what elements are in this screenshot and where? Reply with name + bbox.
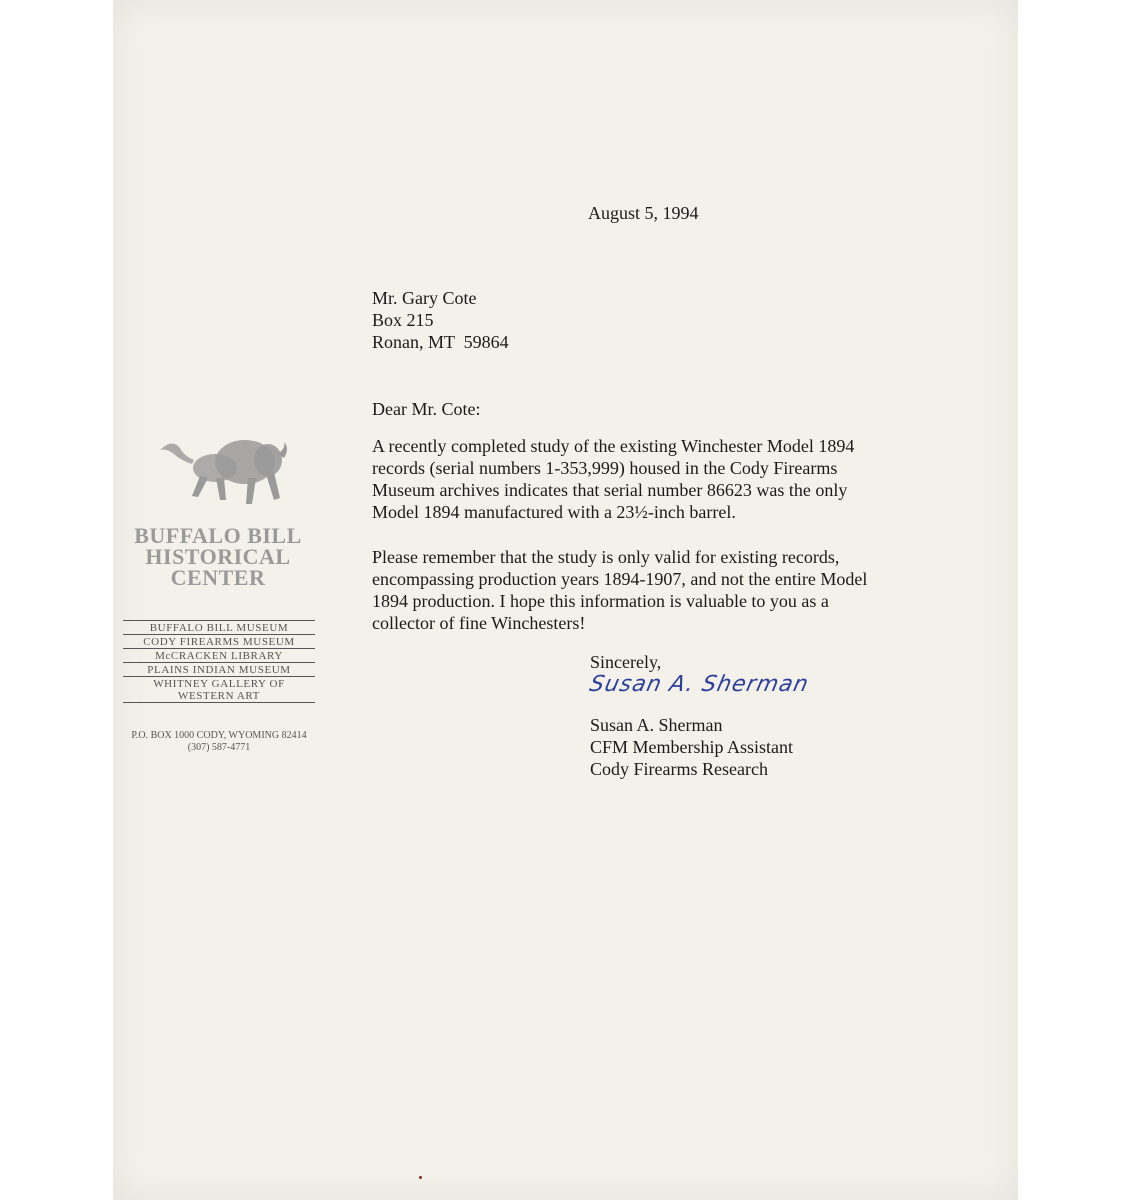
letter-date: August 5, 1994 <box>588 203 699 223</box>
unit-label: WESTERN ART <box>177 690 261 702</box>
paragraph-line: records (serial numbers 1-353,999) housed in the Cody Firearms <box>372 458 838 478</box>
signer-department: Cody Firearms Research <box>590 759 768 779</box>
unit-item <box>123 649 315 663</box>
paragraph-line: 1894 production. I hope this information is valuable to you as a <box>372 591 829 611</box>
paragraph-1 <box>372 435 932 523</box>
letterhead-address <box>118 730 320 754</box>
paragraph-line: Please remember that the study is only valid for existing records, <box>372 547 840 567</box>
signer-title: CFM Membership Assistant <box>590 737 794 757</box>
paragraph-line: Model 1894 manufactured with a 23½-inch barrel. <box>372 502 736 522</box>
recipient-address <box>372 287 509 353</box>
paragraph-line: encompassing production years 1894-1907, and not the entire Model <box>372 569 868 589</box>
unit-item <box>123 635 315 649</box>
paragraph-2 <box>372 546 932 634</box>
recipient-line: Ronan, MT 59864 <box>372 332 509 352</box>
unit-label: PLAINS INDIAN MUSEUM <box>147 664 291 676</box>
museum-units-list <box>123 620 315 703</box>
salutation: Dear Mr. Cote: <box>372 399 481 419</box>
paragraph-line: collector of fine Winchesters! <box>372 613 586 633</box>
org-name <box>118 525 318 588</box>
paper-speck <box>419 1176 422 1179</box>
signature-block <box>590 714 793 780</box>
closing: Sincerely, <box>590 652 662 672</box>
paragraph-line: A recently completed study of the existing Winchester Model 1894 <box>372 436 855 456</box>
unit-label: WHITNEY GALLERY OF <box>153 678 285 690</box>
recipient-line: Mr. Gary Cote <box>372 288 477 308</box>
org-name-line-2: HISTORICAL <box>145 544 291 569</box>
org-name-line-3: CENTER <box>170 565 266 590</box>
signer-name: Susan A. Sherman <box>590 715 723 735</box>
unit-item <box>123 663 315 677</box>
unit-item <box>123 677 315 703</box>
bison-icon <box>150 430 300 510</box>
paragraph-line: Museum archives indicates that serial number 86623 was the only <box>372 480 848 500</box>
unit-item <box>123 621 315 635</box>
org-name-line-1: BUFFALO BILL <box>134 523 302 548</box>
unit-label: CODY FIREARMS MUSEUM <box>143 636 295 648</box>
recipient-line: Box 215 <box>372 310 434 330</box>
handwritten-signature: Susan A. Sherman <box>587 672 812 697</box>
unit-label: McCRACKEN LIBRARY <box>155 650 283 662</box>
po-box: P.O. BOX 1000 CODY, WYOMING 82414 <box>131 730 307 741</box>
unit-label: BUFFALO BILL MUSEUM <box>149 622 289 634</box>
phone: (307) 587-4771 <box>187 742 251 753</box>
